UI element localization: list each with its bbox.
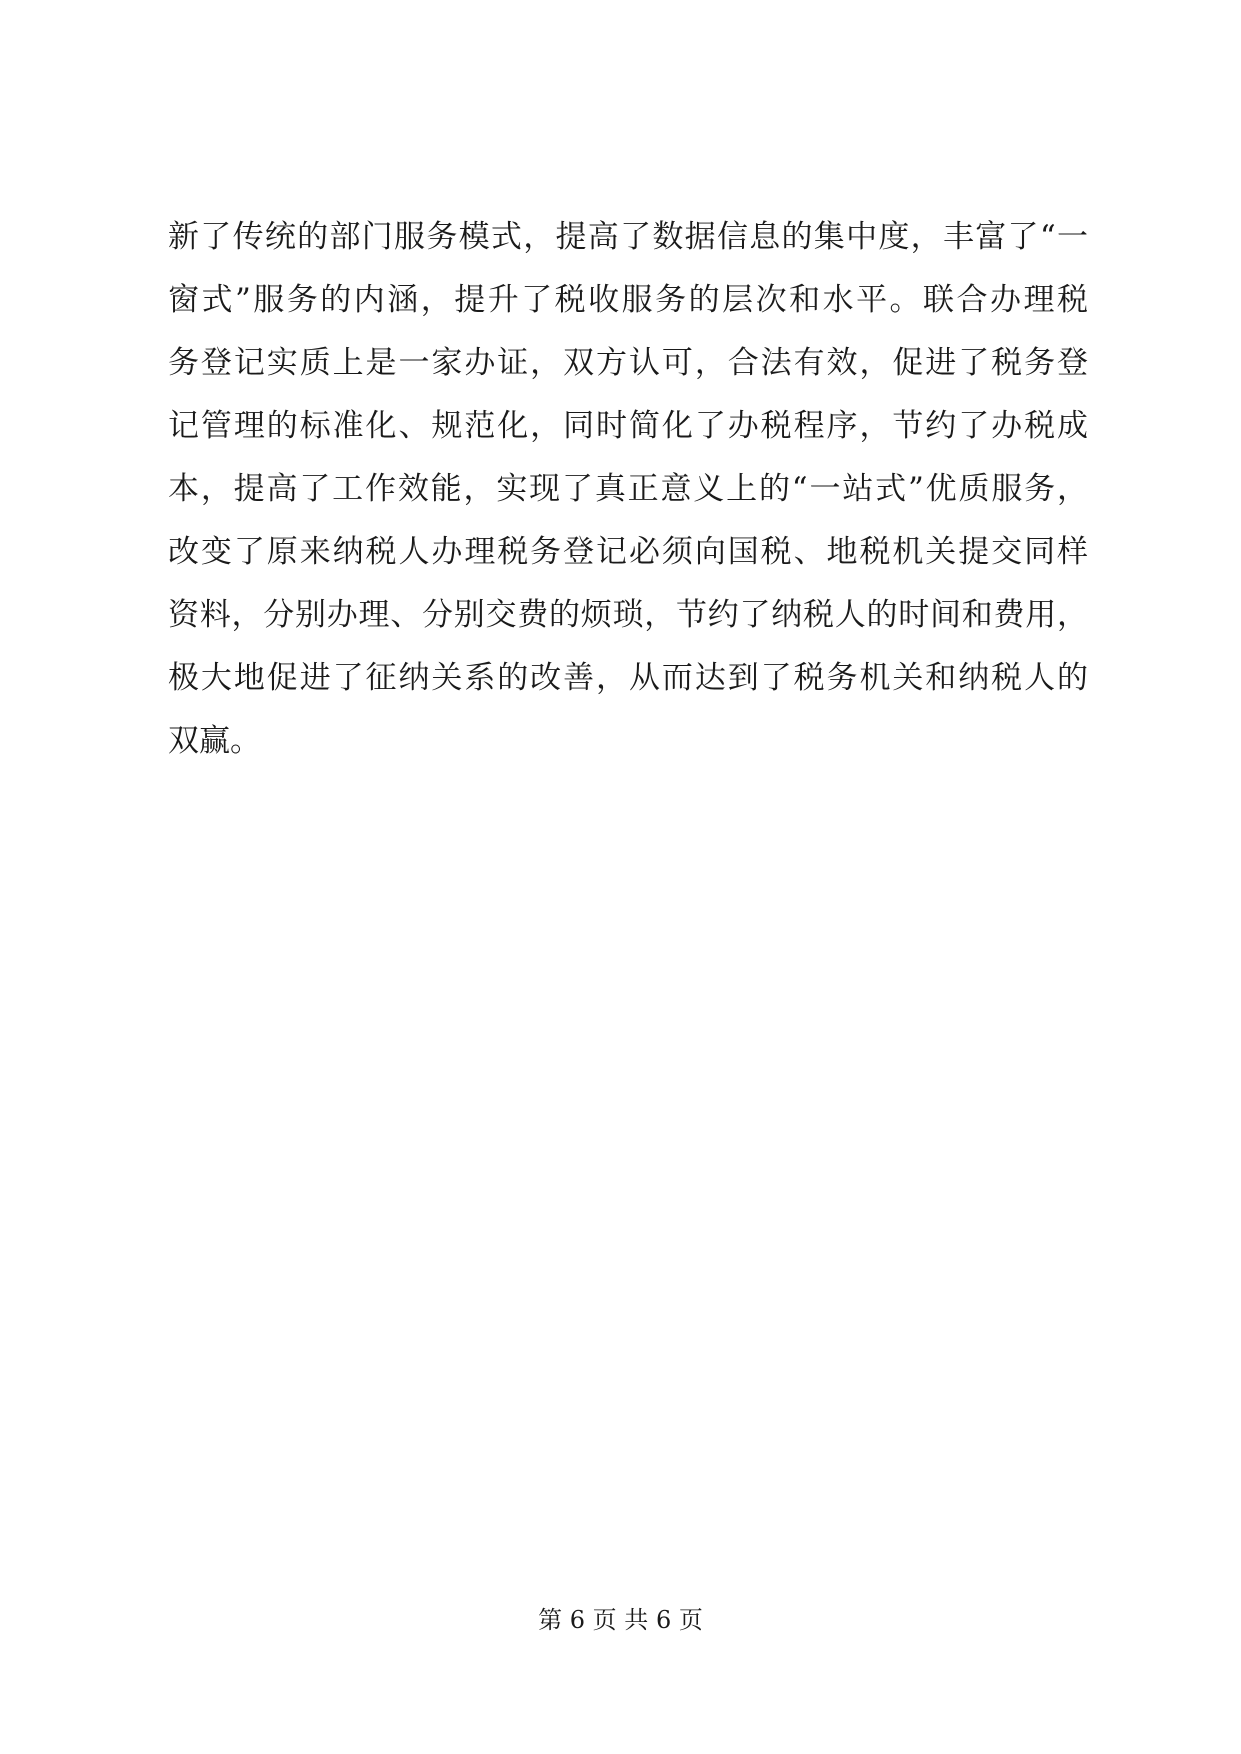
- paragraph-line: 双赢。: [168, 723, 261, 759]
- paragraph-line: 极大地促进了征纳关系的改善，从而达到了税务机关和纳税人的: [168, 660, 1088, 696]
- paragraph-line: 资料，分别办理、分别交费的烦琐，节约了纳税人的时间和费用，: [168, 597, 1088, 633]
- body-paragraph: [168, 206, 1088, 773]
- paragraph-line: 本，提高了工作效能，实现了真正意义上的“一站式”优质服务，: [168, 471, 1088, 507]
- paragraph-line: 窗式”服务的内涵，提升了税收服务的层次和水平。联合办理税: [168, 282, 1088, 318]
- page-footer: 第 6 页 共 6 页: [538, 1606, 703, 1634]
- paragraph-line: 务登记实质上是一家办证，双方认可，合法有效，促进了税务登: [168, 345, 1088, 381]
- paragraph-line: 记管理的标准化、规范化，同时简化了办税程序，节约了办税成: [168, 408, 1088, 444]
- paragraph-line: 新了传统的部门服务模式，提高了数据信息的集中度，丰富了“一: [168, 219, 1088, 255]
- paragraph-line: 改变了原来纳税人办理税务登记必须向国税、地税机关提交同样: [168, 534, 1088, 570]
